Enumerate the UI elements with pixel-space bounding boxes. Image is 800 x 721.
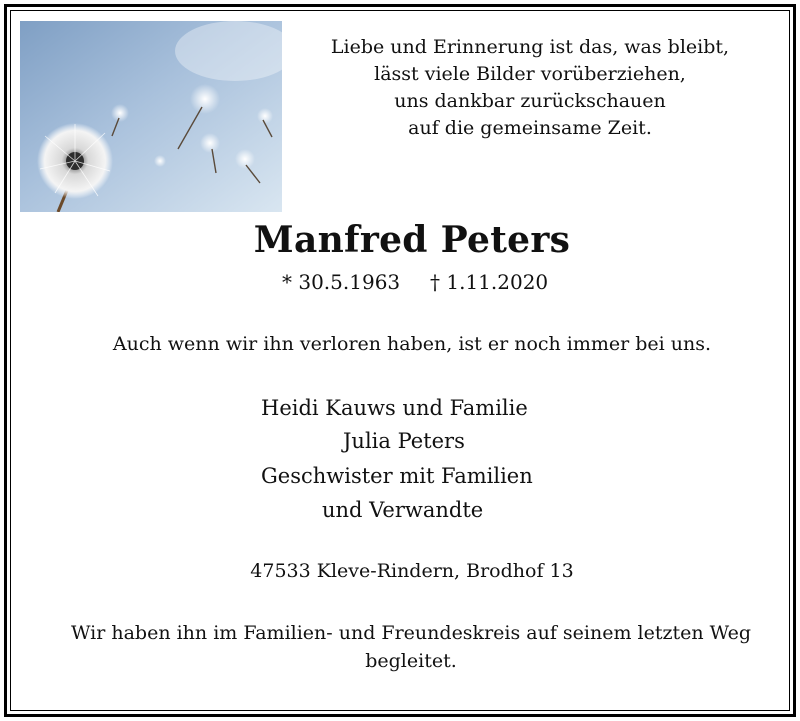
memorial-sentence: Auch wenn wir ihn verloren haben, ist er noch immer bei uns.	[112, 333, 712, 355]
poem-line: uns dankbar zurückschauen	[394, 90, 666, 112]
closing-line: Wir haben ihn im Familien- und Freundeskreis auf seinem letzten Weg	[70, 622, 752, 644]
mourner-line: und Verwandte	[322, 498, 484, 522]
poem	[300, 34, 760, 142]
poem-line: lässt viele Bilder vorüberziehen,	[374, 63, 686, 85]
death-date: † 1.11.2020	[430, 270, 549, 294]
dandelion-photo	[20, 21, 282, 212]
mourner-line: Heidi Kauws und Familie	[261, 396, 528, 420]
mourner-line: Julia Peters	[343, 429, 465, 453]
family-address: 47533 Kleve-Rindern, Brodhof 13	[250, 560, 574, 582]
poem-line: auf die gemeinsame Zeit.	[408, 117, 652, 139]
dandelion-image	[20, 21, 282, 212]
birth-date: * 30.5.1963	[282, 270, 401, 294]
deceased-name: Manfred Peters	[253, 219, 571, 261]
poem-line: Liebe und Erinnerung ist das, was bleibt,	[330, 36, 730, 58]
mourner-line: Geschwister mit Familien	[261, 464, 533, 488]
closing-line: begleitet.	[365, 650, 457, 672]
